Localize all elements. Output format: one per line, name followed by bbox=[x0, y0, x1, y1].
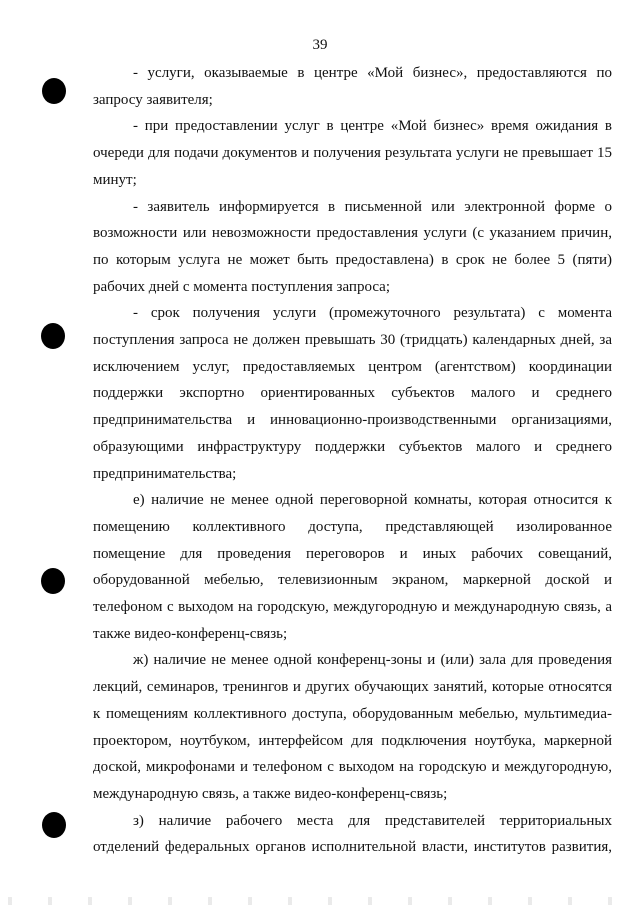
paragraph-3: - заявитель информируется в письменной или электронной форме о возможности или невозможности предоставления услуги (с указанием причин, по которым услуга не может быть предоставлена) в срок не более 5 (пяти) рабочих дней с момента поступления запроса; bbox=[93, 198, 612, 295]
punch-hole-3 bbox=[41, 568, 65, 594]
paragraph-6: ж) наличие не менее одной конференц-зоны и (или) зала для проведения лекций, семинаров, тренингов и других обучающих занятий, которые относятся к помещениям коллективного доступа, оборудованным мебелью, мультимедиа-проектором, ноутбуком, интерфейсом для подключения ноутбука, маркерной доской, микрофонами и телефоном с выходом на городскую и междугородную, международную связь, а также видео-конференц-связь; bbox=[93, 652, 612, 802]
page-number: 39 bbox=[312, 37, 328, 53]
paragraph-7: з) наличие рабочего места для представителей территориальных отделений федеральных органов исполнительной власти, институтов развития, bbox=[93, 812, 612, 856]
punch-hole-2 bbox=[41, 323, 65, 349]
paragraph-2: - при предоставлении услуг в центре «Мой бизнес» время ожидания в очереди для подачи документов и получения результата услуги не превышает 15 минут; bbox=[93, 118, 612, 188]
punch-hole-4 bbox=[42, 812, 66, 838]
paragraph-5: е) наличие не менее одной переговорной комнаты, которая относится к помещению коллективного доступа, представляющей изолированное помещение для проведения переговоров и иных рабочих совещаний, оборудованной мебелью, телевизионным экраном, маркерной доской и телефоном с выходом на городскую, междугородную и международную связь, а также видео-конференц-связь; bbox=[93, 492, 612, 642]
body-text bbox=[93, 60, 612, 861]
punch-hole-1 bbox=[42, 78, 66, 104]
paragraph-4: - срок получения услуги (промежуточного результата) с момента поступления запроса не должен превышать 30 (тридцать) календарных дней, за исключением услуг, предоставляемых центром (агентством) координации поддержки экспортно ориентированных субъектов малого и среднего предпринимательства и инновационно-производственными организациями, образующими инфраструктуру поддержки субъектов малого и среднего предпринимательства; bbox=[93, 305, 612, 482]
paragraph-1: - услуги, оказываемые в центре «Мой бизнес», предоставляются по запросу заявителя; bbox=[93, 65, 612, 108]
scan-edge-artifact bbox=[0, 897, 640, 905]
